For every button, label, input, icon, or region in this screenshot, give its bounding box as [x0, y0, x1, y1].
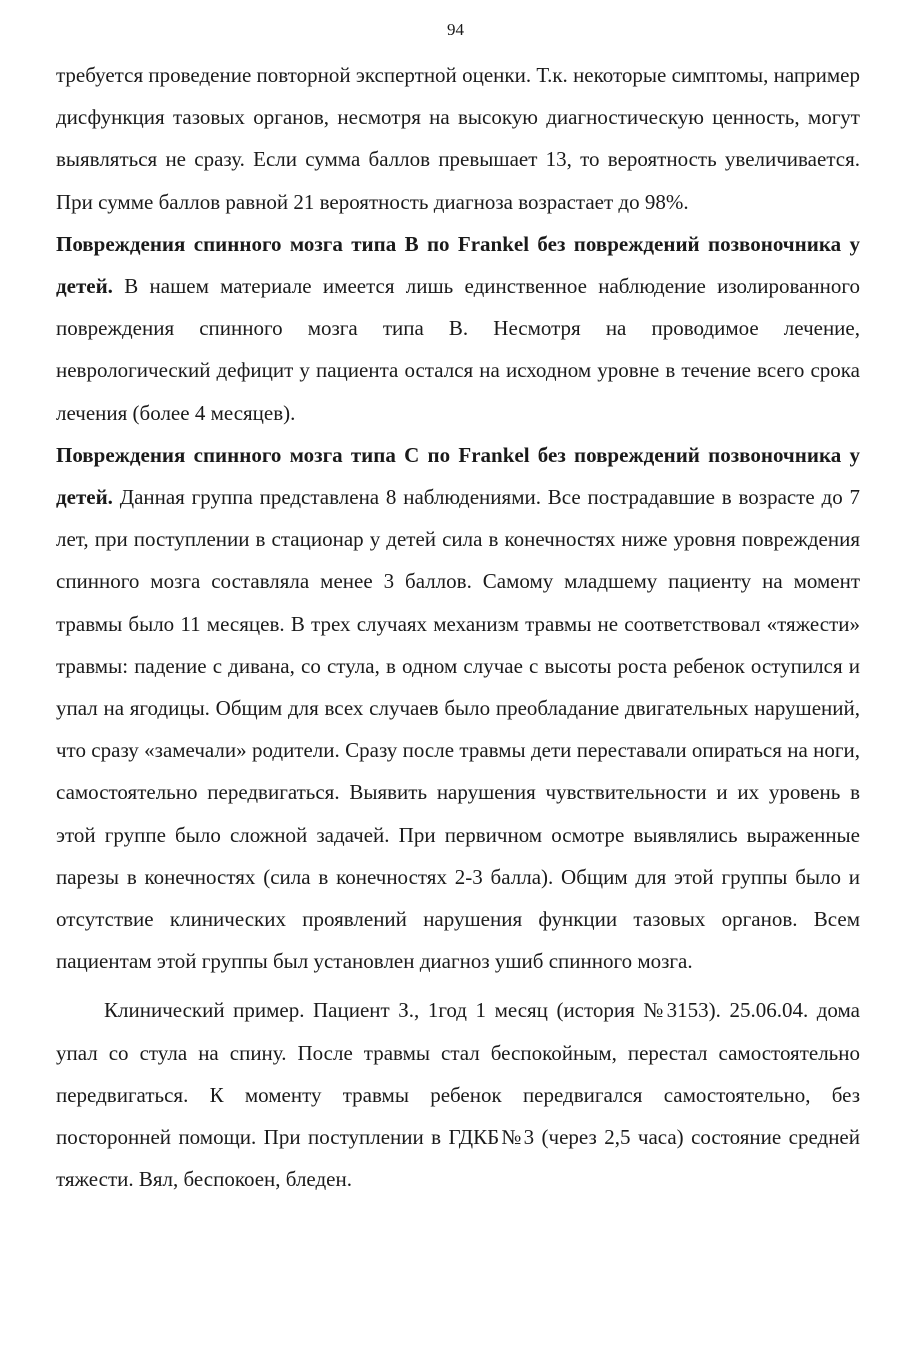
- section-heading: Повреждения спинного мозга типа В по Frankel без повреждений позвоночника у детей.: [56, 231, 860, 299]
- paragraph-text: Клинический пример. Пациент З., 1год 1 месяц (история №3153). 25.06.04. дома упал со стула на спину. После травмы стал беспокойным, перестал самостоятельно передвигаться. К моменту травмы ребенок передвигался самостоятельно, без посторонней помощи. При поступлении в ГДКБ№3 (через 2,5 часа) состояние средней тяжести. Вял, беспокоен, бледен.: [56, 998, 860, 1192]
- page-number: 94: [447, 20, 464, 39]
- paragraph-text: Данная группа представлена 8 наблюдениями. Все пострадавшие в возрасте до 7 лет, при поступлении в стационар у детей сила в конечностях ниже уровня повреждения спинного мозга составляла менее 3 баллов. Самому младшему пациенту на момент травмы было 11 месяцев. В трех случаях механизм травмы не соответствовал «тяжести» травмы: падение с дивана, со стула, в одном случае с высоты роста ребенок оступился и упал на ягодицы. Общим для всех случаев было преобладание двигательных нарушений, что сразу «замечали» родители. Сразу после травмы дети переставали опираться на ноги, самостоятельно передвигаться. Выявить нарушения чувствительности и их уровень в этой группе было сложной задачей. При первичном осмотре выявлялись выраженные парезы в конечностях (сила в конечностях 2-3 балла). Общим для этой группы было и отсутствие клинических проявлений нарушения функции тазовых органов. Всем пациентам этой группы был установлен диагноз ушиб спинного мозга.: [56, 485, 860, 974]
- paragraph-text: В нашем материале имеется лишь единственное наблюдение изолированного повреждения спинного мозга типа В. Несмотря на проводимое лечение, неврологический дефицит у пациента остался на исходном уровне в течение всего срока лечения (более 4 месяцев).: [56, 274, 860, 425]
- paragraph: [56, 54, 860, 223]
- paragraph: [56, 434, 860, 983]
- paragraph: [56, 223, 860, 434]
- paragraph-text: требуется проведение повторной экспертной оценки. Т.к. некоторые симптомы, например дисфункция тазовых органов, несмотря на высокую диагностическую ценность, могут выявляться не сразу. Если сумма баллов превышает 13, то вероятность увеличивается. При сумме баллов равной 21 вероятность диагноза возрастает до 98%.: [56, 63, 860, 214]
- document-body: [56, 54, 860, 1200]
- paragraph: [56, 989, 860, 1200]
- section-heading: Повреждения спинного мозга типа С по Frankel без повреждений позвоночника у детей.: [56, 442, 860, 510]
